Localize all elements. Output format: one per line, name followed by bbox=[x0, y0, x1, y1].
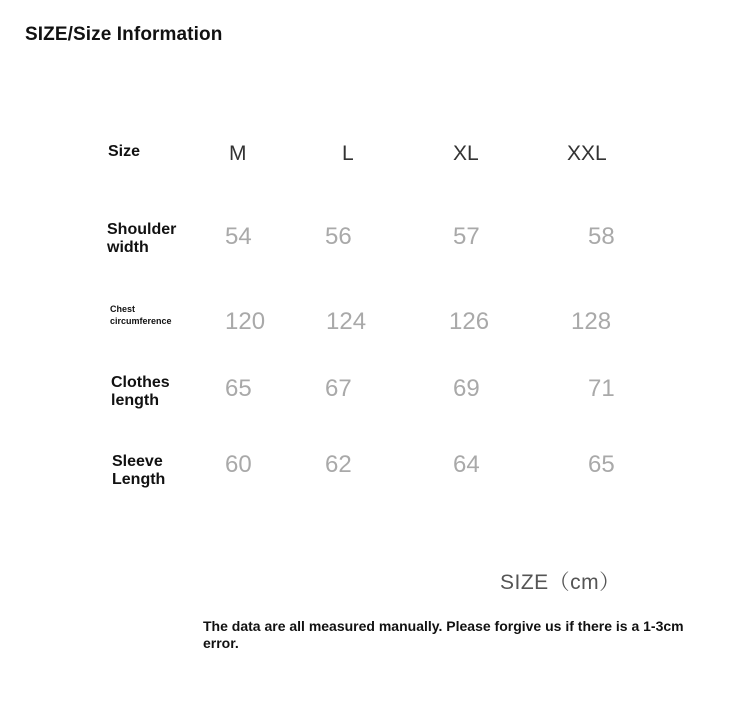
size-column-xxl: XXL bbox=[567, 142, 607, 165]
sleeve-length-xxl: 65 bbox=[588, 451, 615, 478]
sleeve-length-m: 60 bbox=[225, 451, 252, 478]
row-label-shoulder-width bbox=[107, 221, 176, 258]
chest-circumference-m: 120 bbox=[225, 308, 266, 335]
chest-circumference-l: 124 bbox=[326, 308, 367, 335]
clothes-length-l: 67 bbox=[325, 375, 352, 402]
row-label-line: Clothes bbox=[111, 374, 170, 391]
row-label-line: width bbox=[107, 239, 149, 257]
clothes-length-m: 65 bbox=[225, 375, 252, 402]
chest-circumference-xl: 126 bbox=[449, 308, 490, 335]
row-label-line: circumference bbox=[110, 316, 172, 327]
chest-circumference-xxl: 128 bbox=[571, 308, 612, 335]
size-column-xl: XL bbox=[453, 142, 479, 165]
measurement-note: The data are all measured manually. Please forgive us if there is a 1-3cm error. bbox=[203, 618, 684, 651]
row-label-line: Chest bbox=[110, 304, 136, 314]
clothes-length-xl: 69 bbox=[453, 375, 480, 402]
row-label-sleeve-length bbox=[112, 453, 165, 490]
shoulder-width-l: 56 bbox=[325, 223, 352, 250]
shoulder-width-m: 54 bbox=[225, 223, 252, 250]
shoulder-width-xl: 57 bbox=[453, 223, 480, 250]
unit-label: SIZE（cm） bbox=[500, 571, 621, 594]
row-label-line: Shoulder bbox=[107, 221, 177, 238]
size-column-m: M bbox=[229, 142, 247, 165]
row-label-chest-circumference bbox=[110, 303, 172, 327]
size-column-l: L bbox=[342, 142, 354, 165]
row-label-line: length bbox=[111, 392, 159, 410]
sleeve-length-l: 62 bbox=[325, 451, 352, 478]
sleeve-length-xl: 64 bbox=[453, 451, 480, 478]
row-label-clothes-length bbox=[111, 374, 170, 411]
size-header-label: Size bbox=[108, 143, 141, 160]
row-label-line: Sleeve bbox=[112, 453, 163, 470]
page-title: SIZE/Size Information bbox=[25, 24, 223, 45]
row-label-line: Length bbox=[112, 471, 166, 489]
clothes-length-xxl: 71 bbox=[588, 375, 615, 402]
shoulder-width-xxl: 58 bbox=[588, 223, 615, 250]
